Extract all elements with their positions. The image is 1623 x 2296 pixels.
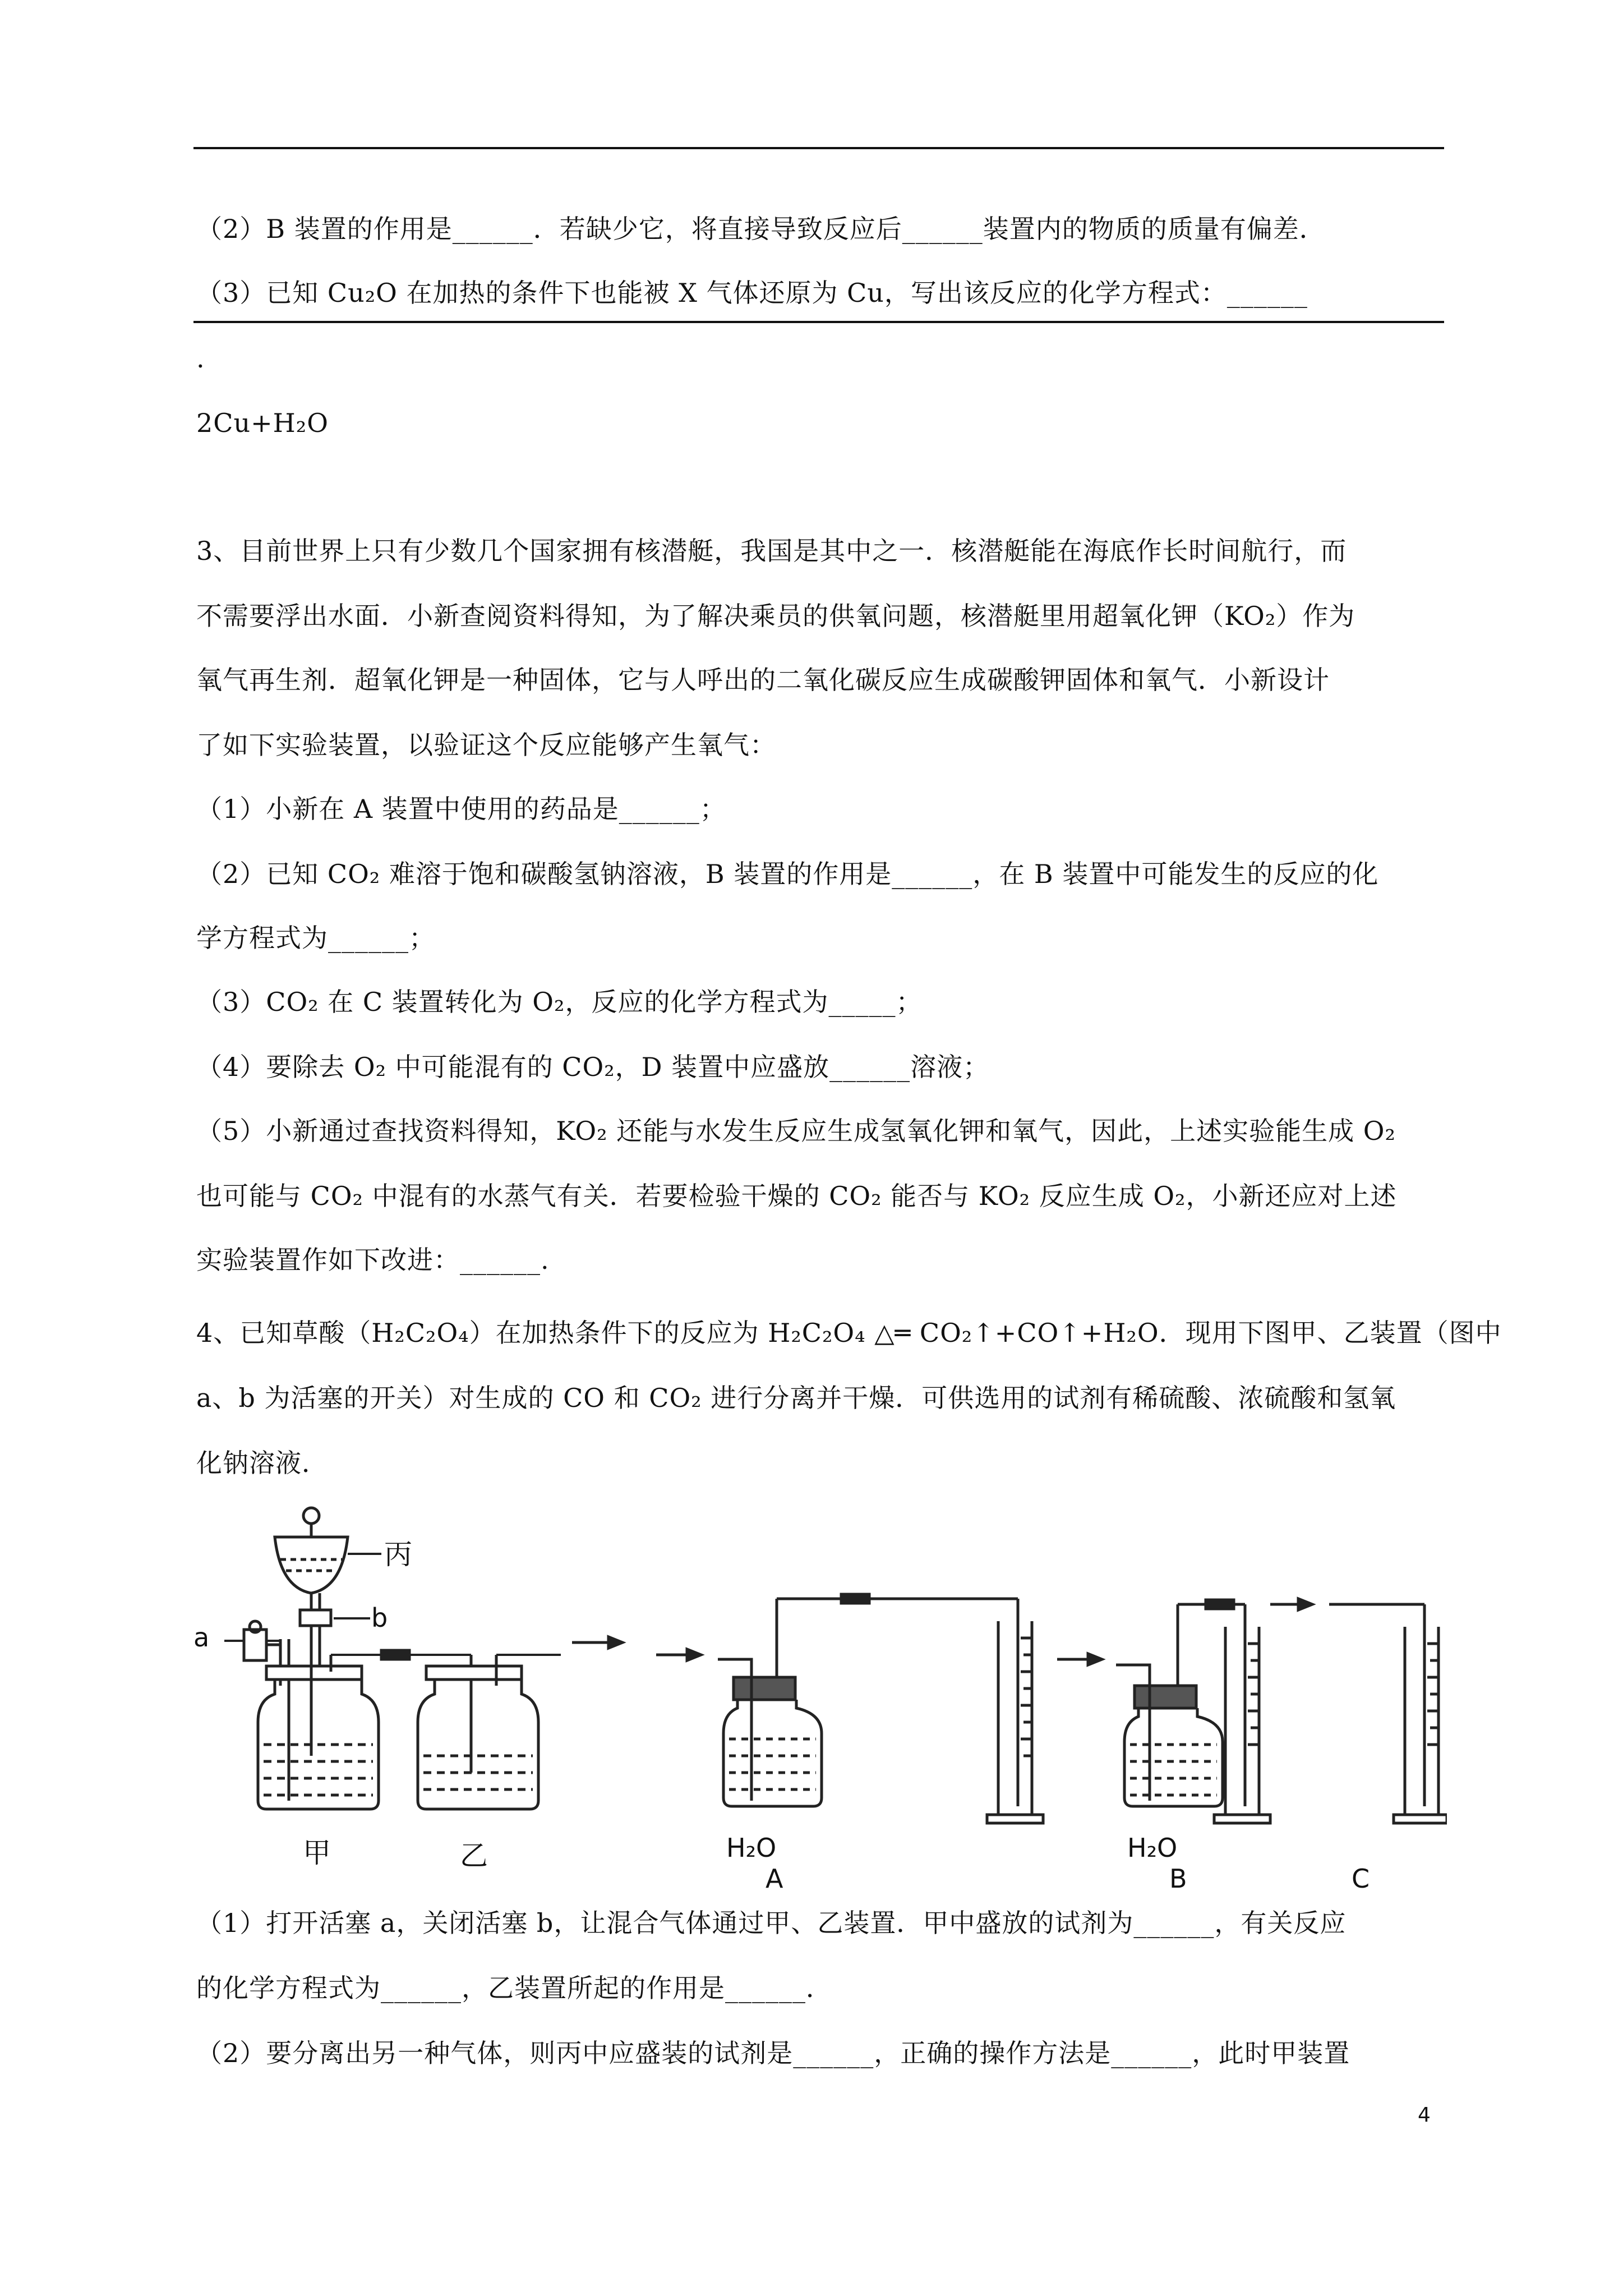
page-number: 4 [1418,2104,1431,2127]
stray-dot: . [196,343,205,374]
q3-cu2o-line: （3）已知 Cu₂O 在加热的条件下也能被 X 气体还原为 Cu，写出该反应的化学方程式：______ [196,278,1308,308]
p4-intro-line-3: 化钠溶液． [196,1448,328,1478]
separatory-funnel-bing [275,1508,381,1666]
apparatus-diagram [191,1492,1447,1896]
label-h2o-a: H₂O [726,1833,777,1863]
p3-intro-line-1: 3、目前世界上只有少数几个国家拥有核潜艇，我国是其中之一．核潜艇能在海底作长时间航行，而 [196,536,1347,566]
p4-q2-line-1: （2）要分离出另一种气体，则丙中应盛装的试剂是______，正确的操作方法是______，此时甲装置 [196,2038,1350,2068]
p3-q3: （3）CO₂ 在 C 装置转化为 O₂，反应的化学方程式为_____； [196,987,923,1017]
bottle-a [718,1594,1018,1806]
label-C: C [1352,1864,1370,1894]
label-a: a [193,1622,210,1653]
top-rule [193,147,1444,149]
p3-q5-line-2: 也可能与 CO₂ 中混有的水蒸气有关．若要检验干燥的 CO₂ 能否与 KO₂ 反应生成 O₂，小新还应对上述 [196,1181,1397,1211]
label-yi: 乙 [460,1839,488,1872]
label-bing: 丙 [384,1538,412,1571]
p3-q2-line-1: （2）已知 CO₂ 难溶于饱和碳酸氢钠溶液，B 装置的作用是______，在 B 装置中可能发生的反应的化 [196,859,1379,889]
p4-q1-line-2: 的化学方程式为______，乙装置所起的作用是______． [196,1973,832,2003]
p4-q1-line-1: （1）打开活塞 a，关闭活塞 b，让混合气体通过甲、乙装置．甲中盛放的试剂为______，有关反应 [196,1908,1347,1938]
bottle-yi [418,1655,561,1809]
p3-intro-line-3: 氧气再生剂．超氧化钾是一种固体，它与人呼出的二氧化碳反应生成碳酸钾固体和氧气．小新设计 [196,665,1330,695]
label-h2o-b: H₂O [1127,1833,1178,1863]
bottle-jia [258,1666,379,1809]
label-A: A [766,1864,783,1894]
section-rule [193,321,1444,323]
p3-q1: （1）小新在 A 装置中使用的药品是______； [196,794,726,824]
label-b: b [371,1603,388,1633]
cylinder-c [1329,1604,1447,1823]
p4-intro-line-2: a、b 为活塞的开关）对生成的 CO 和 CO₂ 进行分离并干燥．可供选用的试剂有稀硫酸、浓硫酸和氢氧 [196,1383,1396,1413]
p3-intro-line-2: 不需要浮出水面．小新查阅资料得知，为了解决乘员的供氧问题，核潜艇里用超氧化钾（KO₂）作为 [196,601,1355,631]
label-jia: 甲 [303,1837,331,1869]
p3-q2-line-2: 学方程式为______； [196,923,435,953]
q2-b-device-line: （2）B 装置的作用是______．若缺少它，将直接导致反应后______装置内的物质的质量有偏差． [196,214,1326,244]
p3-q5-line-1: （5）小新通过查找资料得知，KO₂ 还能与水发生反应生成氢氧化钾和氧气，因此，上述实验能生成 O₂ [196,1116,1396,1146]
p3-q4: （4）要除去 O₂ 中可能混有的 CO₂，D 装置中应盛放______溶液； [196,1052,990,1082]
answer-fragment: 2Cu+H₂O [196,408,329,438]
p3-q5-line-3: 实验装置作如下改进：______. [196,1245,550,1275]
p3-intro-line-4: 了如下实验装置，以验证这个反应能够产生氧气： [196,730,776,760]
p4-intro-line-1: 4、已知草酸（H₂C₂O₄）在加热条件下的反应为 H₂C₂O₄ △═ CO₂↑+CO↑+H₂O．现用下图甲、乙装置（图中 [196,1318,1502,1348]
label-B: B [1169,1864,1187,1894]
apparatus-figure [191,1492,1447,1896]
cylinder-a [987,1599,1043,1823]
